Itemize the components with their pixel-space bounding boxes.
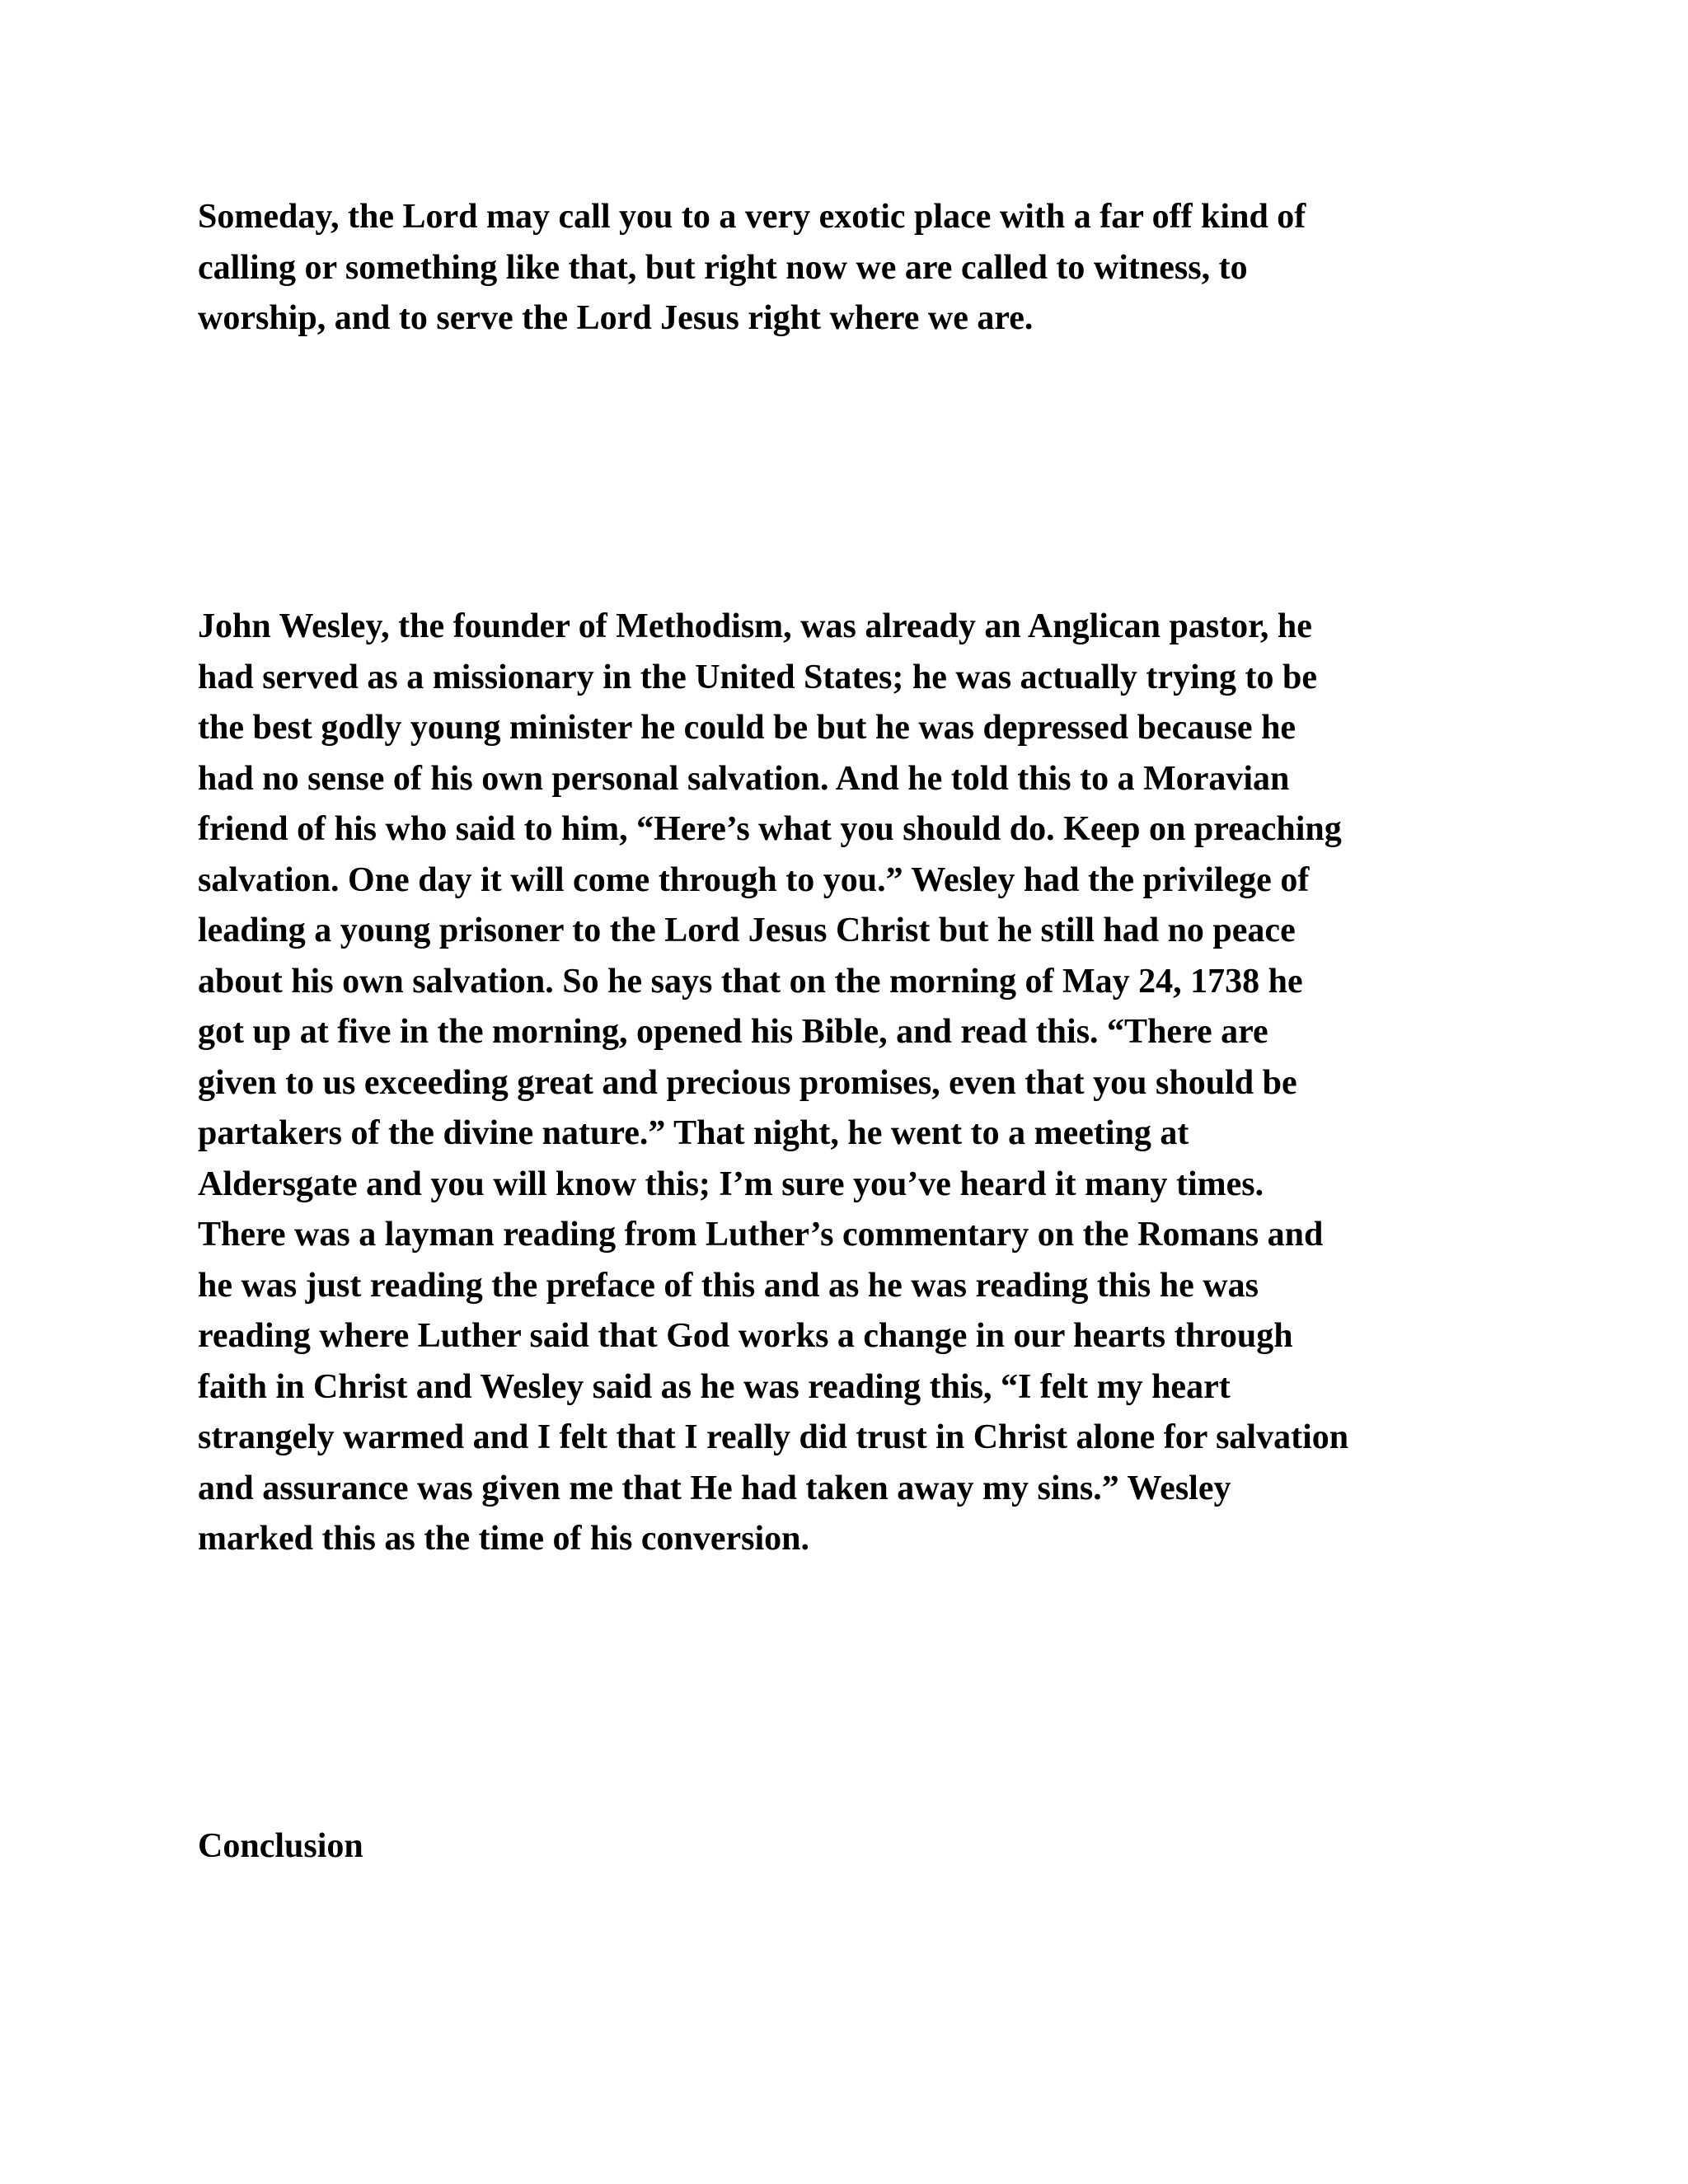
paragraph-line: Someday, the Lord may call you to a very exotic place with a far off kind of [198,198,1306,236]
paragraph-line: got up at five in the morning, opened his Bible, and read this. “There are [198,1013,1268,1051]
paragraph-line: and assurance was given me that He had taken away my sins.” Wesley [198,1469,1231,1507]
paragraph-line: John Wesley, the founder of Methodism, was already an Anglican pastor, he [198,607,1312,645]
paragraph-line: had no sense of his own personal salvation. And he told this to a Moravian [198,759,1290,798]
paragraph-line: he was just reading the preface of this and as he was reading this he was [198,1266,1259,1305]
paragraph-line: faith in Christ and Wesley said as he was reading this, “I felt my heart [198,1367,1231,1406]
paragraph-wesley [198,602,1500,1565]
paragraph-line: strangely warmed and I felt that I really did trust in Christ alone for salvation [198,1418,1349,1456]
paragraph-line: marked this as the time of his conversion. [198,1520,809,1558]
paragraph-line: reading where Luther said that God works a change in our hearts through [198,1317,1293,1355]
paragraph-line: the best godly young minister he could be but he was depressed because he [198,709,1296,747]
paragraph-line: had served as a missionary in the United States; he was actually trying to be [198,658,1318,696]
paragraph-line: Aldersgate and you will know this; I’m sure you’ve heard it many times. [198,1165,1264,1203]
heading-text: Conclusion [198,1827,363,1865]
paragraph-line: worship, and to serve the Lord Jesus right where we are. [198,299,1034,337]
paragraph-line: There was a layman reading from Luther’s commentary on the Romans and [198,1216,1324,1254]
paragraph-line: calling or something like that, but right now we are called to witness, to [198,248,1248,287]
paragraph-line: about his own salvation. So he says that on the morning of May 24, 1738 he [198,962,1303,1001]
paragraph-line: leading a young prisoner to the Lord Jesus Christ but he still had no peace [198,912,1296,949]
paragraph-calling [198,192,1500,344]
paragraph-line: salvation. One day it will come through to you.” Wesley had the privilege of [198,860,1310,899]
paragraph-line: given to us exceeding great and precious promises, even that you should be [198,1063,1297,1102]
paragraph-line: friend of his who said to him, “Here’s what you should do. Keep on preaching [198,810,1342,848]
paragraph-line: partakers of the divine nature.” That night, he went to a meeting at [198,1114,1189,1152]
section-heading-conclusion [198,1821,1500,1872]
